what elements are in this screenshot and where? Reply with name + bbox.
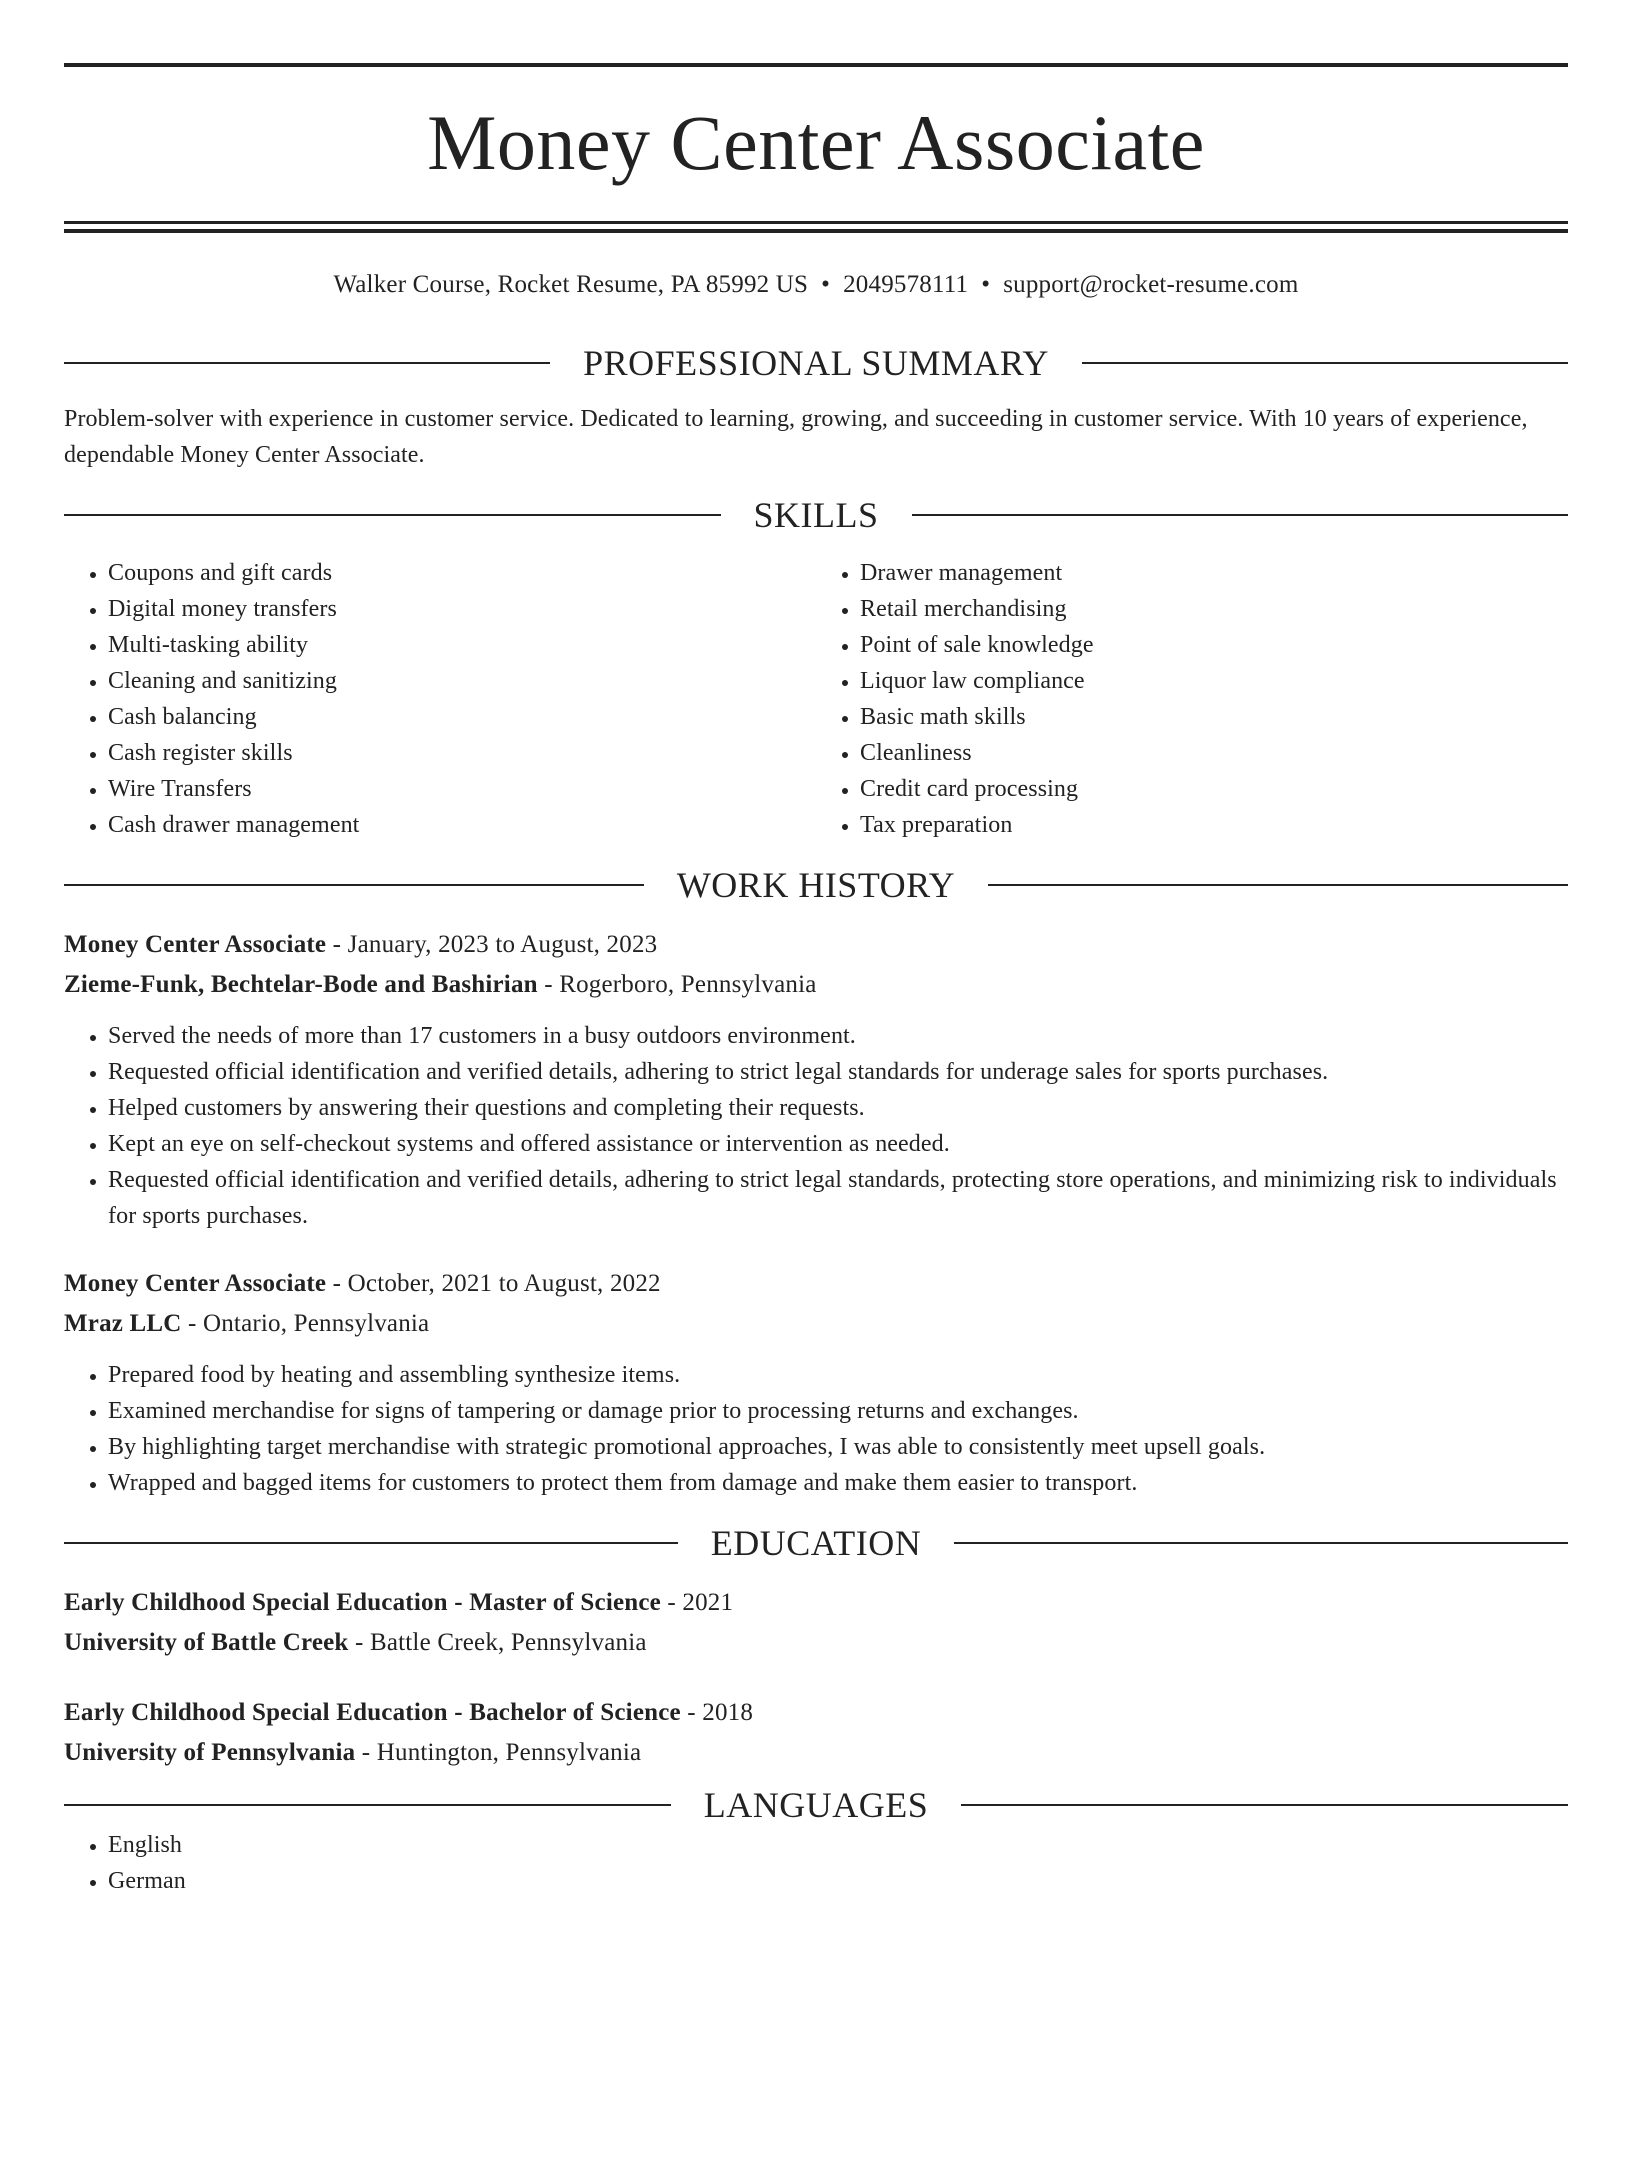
job-bullet: • Served the needs of more than 17 customers in a busy outdoors environment. (108, 1018, 1568, 1054)
skills-list-right (816, 555, 1568, 843)
education-degree: Early Childhood Special Education - Bachelor of Science (64, 1699, 681, 1726)
contact-separator: • (821, 271, 831, 298)
summary-text: Problem-solver with experience in customer service. Dedicated to learning, growing, and succeeding in customer service. With 10 years of experience, dependable Money Center Associate. (64, 406, 1528, 468)
job-role: Money Center Associate (64, 931, 327, 958)
job-employer (64, 965, 1568, 1005)
job-bullets (64, 1018, 1568, 1234)
section-rule-right (912, 514, 1569, 516)
education-school: University of Pennsylvania (64, 1739, 356, 1766)
skill-item: • Cleanliness (860, 735, 1568, 771)
education-heading (64, 1693, 1568, 1733)
skill-item: • Cash drawer management (108, 807, 816, 843)
education-school-line (64, 1623, 1568, 1663)
job-bullet: • Kept an eye on self-checkout systems and offered assistance or intervention as needed. (108, 1126, 1568, 1162)
contact-address: Walker Course, Rocket Resume, PA 85992 US (333, 271, 809, 298)
skill-item: • Credit card processing (860, 771, 1568, 807)
job-bullet: • By highlighting target merchandise with strategic promotional approaches, I was able to consistently meet upsell goals. (108, 1429, 1568, 1465)
language-item: • English (108, 1827, 1568, 1863)
education-entry (64, 1583, 1568, 1663)
job-bullet: • Prepared food by heating and assembling synthesize items. (108, 1357, 1568, 1393)
section-header-languages (64, 1783, 1568, 1827)
skill-item: • Digital money transfers (108, 591, 816, 627)
skill-item: • Cash balancing (108, 699, 816, 735)
section-rule-left (64, 1542, 678, 1544)
job-company: Zieme-Funk, Bechtelar-Bode and Bashirian (64, 971, 538, 998)
education-year: - 2018 (680, 1699, 754, 1726)
job-role: Money Center Associate (64, 1270, 327, 1297)
skill-item: • Wire Transfers (108, 771, 816, 807)
contact-phone: 2049578111 (843, 271, 969, 298)
job-dates: - January, 2023 to August, 2023 (326, 931, 658, 958)
section-header-work (64, 863, 1568, 907)
job-heading (64, 925, 1568, 965)
section-rule-right (988, 884, 1568, 886)
section-rule-right (1082, 362, 1568, 364)
skill-item: • Liquor law compliance (860, 663, 1568, 699)
section-rule-right (961, 1804, 1568, 1806)
section-title-skills: SKILLS (753, 495, 879, 535)
skill-item: • Basic math skills (860, 699, 1568, 735)
education-location: - Huntington, Pennsylvania (355, 1739, 642, 1766)
section-header-education (64, 1521, 1568, 1565)
job-entry (64, 925, 1568, 1234)
section-rule-right (954, 1542, 1568, 1544)
job-employer (64, 1304, 1568, 1344)
education-year: - 2021 (660, 1589, 734, 1616)
job-heading (64, 1264, 1568, 1304)
skill-item: • Cash register skills (108, 735, 816, 771)
job-bullet: • Requested official identification and verified details, adhering to strict legal standards for underage sales for sports purchases. (108, 1054, 1568, 1090)
job-company: Mraz LLC (64, 1310, 182, 1337)
section-rule-left (64, 362, 550, 364)
contact-email: support@rocket-resume.com (1003, 271, 1299, 298)
section-title-summary: PROFESSIONAL SUMMARY (583, 343, 1049, 383)
skill-item: • Retail merchandising (860, 591, 1568, 627)
section-rule-left (64, 514, 721, 516)
skills-columns (64, 555, 1568, 843)
education-degree: Early Childhood Special Education - Master of Science (64, 1589, 661, 1616)
job-entry (64, 1264, 1568, 1501)
section-title-education: EDUCATION (710, 1523, 922, 1563)
job-bullet: • Helped customers by answering their questions and completing their requests. (108, 1090, 1568, 1126)
education-heading (64, 1583, 1568, 1623)
skill-item: • Multi-tasking ability (108, 627, 816, 663)
job-dates: - October, 2021 to August, 2022 (326, 1270, 661, 1297)
section-header-summary (64, 341, 1568, 385)
languages-list (64, 1827, 1568, 1899)
contact-line (64, 269, 1568, 301)
resume-page (0, 63, 1632, 2175)
top-rule (64, 63, 1568, 67)
job-location: - Rogerboro, Pennsylvania (537, 971, 817, 998)
education-school-line (64, 1733, 1568, 1773)
skill-item: • Cleaning and sanitizing (108, 663, 816, 699)
job-location: - Ontario, Pennsylvania (181, 1310, 430, 1337)
title-double-rule (64, 221, 1568, 233)
skill-item: • Drawer management (860, 555, 1568, 591)
job-bullet: • Examined merchandise for signs of tampering or damage prior to processing returns and exchanges. (108, 1393, 1568, 1429)
section-title-work: WORK HISTORY (676, 865, 956, 905)
education-location: - Battle Creek, Pennsylvania (348, 1629, 647, 1656)
skill-item: • Tax preparation (860, 807, 1568, 843)
skills-list-left (64, 555, 816, 843)
section-title-languages: LANGUAGES (703, 1785, 929, 1825)
education-school: University of Battle Creek (64, 1629, 349, 1656)
job-bullet: • Requested official identification and verified details, adhering to strict legal standards, protecting store operations, and minimizing risk to individuals for sports purchases. (108, 1162, 1568, 1234)
skill-item: • Point of sale knowledge (860, 627, 1568, 663)
resume-title: Money Center Associate (427, 99, 1205, 186)
section-rule-left (64, 884, 644, 886)
job-bullets (64, 1357, 1568, 1501)
education-entry (64, 1693, 1568, 1773)
skill-item: • Coupons and gift cards (108, 555, 816, 591)
job-bullet: • Wrapped and bagged items for customers to protect them from damage and make them easier to transport. (108, 1465, 1568, 1501)
contact-separator: • (981, 271, 991, 298)
language-item: • German (108, 1863, 1568, 1899)
section-rule-left (64, 1804, 671, 1806)
section-header-skills (64, 493, 1568, 537)
